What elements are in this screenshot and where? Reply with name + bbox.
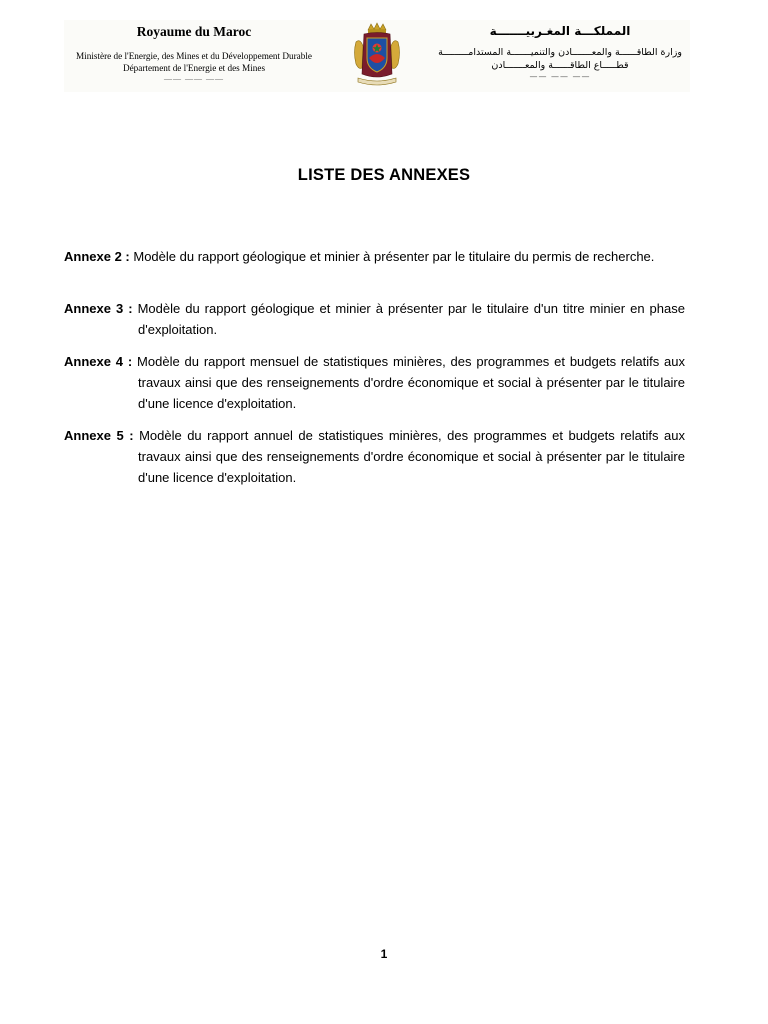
ministry-name-ar: وزارة الطاقــــــة والمعـــــــادن والتنميـــــــة المستدامـــــــــة: [438, 47, 682, 58]
moroccan-coat-of-arms-icon: [350, 22, 404, 88]
annex-description: Modèle du rapport géologique et minier à présenter par le titulaire d'un titre minier en phase d'exploitation.: [137, 301, 685, 337]
annex-description: Modèle du rapport annuel de statistiques minières, des programmes et budgets relatifs aux travaux ainsi que des renseignements d'ordre économique et social à présenter par le titulaire d'une licence d'exploitation.: [138, 428, 685, 485]
kingdom-name-fr: Royaume du Maroc: [136, 24, 252, 39]
document-title: LISTE DES ANNEXES: [297, 166, 471, 184]
separator-ar: —— —— ——: [529, 72, 591, 81]
letterhead: [64, 20, 690, 92]
annex-item: [64, 298, 685, 340]
annex-label: Annexe 5 :: [64, 428, 134, 443]
annex-item: [64, 425, 685, 488]
annex-description: Modèle du rapport géologique et minier à présenter par le titulaire du permis de recherche.: [133, 249, 655, 264]
kingdom-name-ar: المملكـــة المغـربيـــــــة: [489, 24, 631, 38]
ministry-name-fr: Ministère de l'Energie, des Mines et du Développement Durable: [76, 51, 312, 61]
annex-label: Annexe 3 :: [64, 301, 133, 316]
letterhead-arabic: [430, 20, 690, 82]
annex-description: Modèle du rapport mensuel de statistiques minières, des programmes et budgets relatifs aux travaux ainsi que des renseignements d'ordre économique et social à présenter par le titulaire d'une licence d'exploitation.: [137, 354, 685, 411]
department-name-fr: Département de l'Energie et des Mines: [122, 63, 266, 73]
annex-item: [64, 351, 685, 414]
separator-fr: —— —— ——: [164, 74, 224, 83]
annex-label: Annexe 2 :: [64, 249, 130, 264]
page-number: 1: [380, 947, 388, 961]
annex-label: Annexe 4 :: [64, 354, 133, 369]
department-name-ar: قطـــــاع الطاقــــــة والمعـــــــادن: [491, 60, 629, 71]
letterhead-french: [64, 20, 324, 84]
annex-item: [64, 246, 685, 267]
